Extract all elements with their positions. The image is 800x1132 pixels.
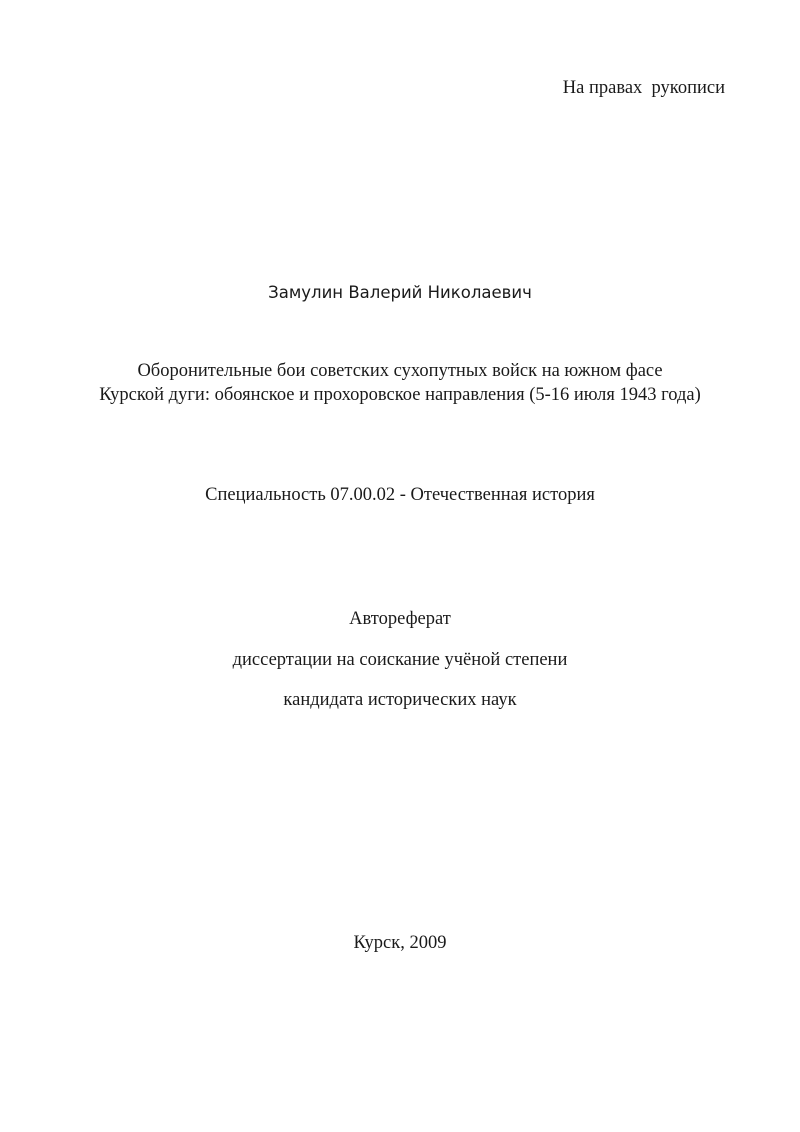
- degree-line-2: кандидата исторических наук: [283, 690, 517, 710]
- dissertation-title-line-2: Курской дуги: обоянское и прохоровское направления (5-16 июля 1943 года): [99, 385, 701, 405]
- dissertation-title-line-1: Оборонительные бои советских сухопутных войск на южном фасе: [137, 361, 663, 381]
- specialty-code: Специальность 07.00.02 - Отечественная история: [205, 485, 595, 505]
- author-name: Замулин Валерий Николаевич: [268, 283, 532, 302]
- document-type: Автореферат: [349, 609, 451, 629]
- degree-line-1: диссертации на соискание учёной степени: [232, 650, 568, 670]
- place-and-year: Курск, 2009: [353, 933, 447, 953]
- manuscript-rights-note: На правах рукописи: [562, 78, 725, 98]
